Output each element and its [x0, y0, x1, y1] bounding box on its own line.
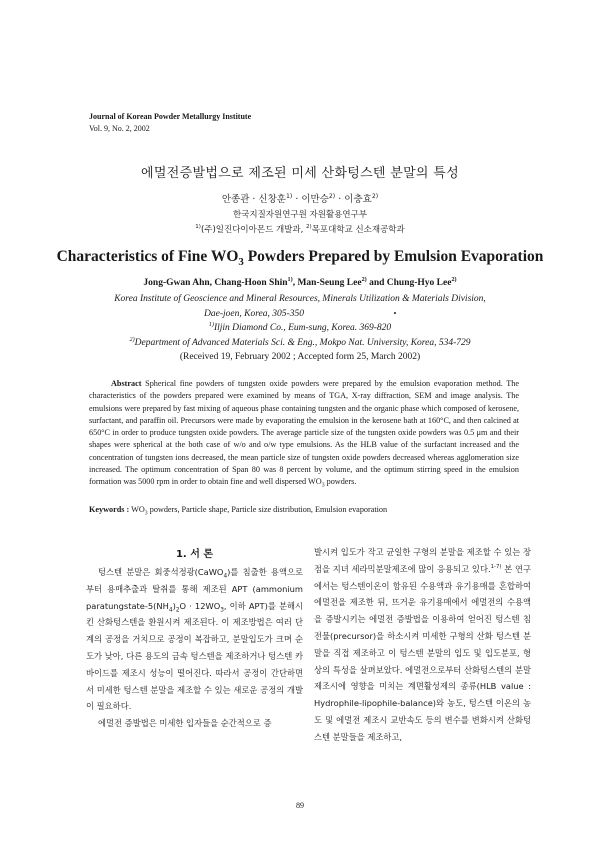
english-authors [0, 278, 600, 288]
body-left-p1-sub-3: 2 [175, 607, 180, 614]
body-column-left [86, 564, 303, 732]
body-left-p1-e: , 이하 APT)를 분해시킨 산화텅스텐을 환원시켜 제조된다. 이 제조방법은 여러 단계의 공정을 거치므로 공정이 복잡하고, 분말입도가 크며 순도가 낮아, 다른 용도의 금속 텅스텐을 제조하거나 텅스텐 카바이드를 제조시 성능이 떨어진다. 따라서 공정이 간단하면서 미세한 텅스텐 분말을 제조할 수 있는 새로운 공정의 개발이 필요하다. [86, 600, 303, 712]
english-authors-sup-1: 1) [287, 276, 293, 283]
korean-affil-secondary [0, 223, 600, 238]
keywords-text-1: WO [129, 505, 145, 514]
english-affil-line-3: Iljin Diamond Co., Eum-sung, Korea. 369-820 [213, 323, 392, 333]
korean-affiliations [0, 208, 600, 238]
korean-affil-2: 목포대학교 신소재공학과 [311, 225, 405, 235]
journal-name: Journal of Korean Powder Metallurgy Institute [89, 112, 252, 121]
english-authors-a: Jong-Gwan Ahn, Chang-Hoon Shin [143, 278, 288, 288]
english-title [0, 248, 600, 269]
body-left-p1-d: O · 12WO [179, 600, 221, 611]
keywords-label: Keywords : [89, 505, 130, 514]
korean-affil-main: 한국지질자원연구원 자원활용연구부 [232, 210, 368, 220]
korean-author-sup-3: 2) [371, 192, 379, 200]
abstract-text-end: powders. [324, 477, 357, 487]
body-left-paragraph-1 [86, 564, 303, 715]
body-right-p1-a: 발시켜 입도가 작고 균일한 구형의 분말을 제조할 수 있는 장점을 지녀 세라믹분말제조에 많이 응용되고 있다. [314, 547, 531, 574]
body-right-p1-sup: 1-7) [490, 564, 502, 571]
english-title-pre: Characteristics of Fine WO [56, 248, 239, 265]
english-affiliations [0, 292, 600, 365]
body-right-p1-b: 본 연구에서는 텅스텐이온이 함유된 수용액과 유기용매를 혼합하여 에멀전을 제조한 뒤, 뜨거운 유기용매에서 에멀전의 수용액을 증발시키는 에멀전 증발법을 이용하여 얻어진 텅스텐 침전물(precursor)을 하소시켜 미세한 구형의 산화 텅스텐 분말을 직접 제조하고 이 텅스텐 분말의 입도 및 입도분포, 형상의 특성을 살펴보았다. 에멀전으로부터 산화텅스텐의 분말 제조시에 영향을 미치는 계면활성제의 종류(HLB value : Hydrophile-lipophile-balance)와 농도, 텅스텐 이온의 농도 및 에멀전 제조시 교반속도 등의 변수를 변화시켜 산화텅스텐 분말들을 제조하고, [314, 563, 531, 742]
korean-authors [0, 191, 600, 205]
abstract-label: Abstract [111, 379, 142, 388]
page-number: 89 [296, 801, 304, 810]
english-affil-line-3-wrap [0, 321, 600, 336]
english-authors-b: , Man-Seung Lee [292, 278, 362, 288]
journal-header [89, 111, 251, 135]
english-title-sub: 3 [238, 256, 244, 269]
korean-affil-sup-2: 2) [306, 224, 312, 231]
section-heading-introduction: 1. 서 론 [175, 549, 214, 560]
keywords [89, 504, 519, 516]
english-affil-sup-2: 2) [129, 336, 135, 343]
english-affil-line-4-wrap [0, 336, 600, 351]
english-affil-line-2-wrap [0, 307, 600, 322]
body-left-paragraph-2: 에멀전 증발법은 미세한 입자들을 순간적으로 증 [98, 718, 272, 729]
korean-title: 에멀전증발법으로 제조된 미세 산화텅스텐 분말의 특성 [141, 166, 459, 181]
english-affil-line-4: Department of Advanced Materials Sci. & Eng., Mokpo Nat. University, Korea, 534-729 [134, 337, 471, 348]
body-column-right [314, 544, 531, 746]
stray-dot [394, 312, 396, 314]
keywords-sub: 3 [144, 510, 148, 517]
english-authors-sup-3: 2) [451, 276, 457, 283]
body-left-p1-sub-2: 4 [168, 607, 173, 614]
english-title-post: Powders Prepared by Emulsion Evaporation [243, 248, 544, 265]
korean-affil-1: (주)일진다이아몬드 개발과, [200, 225, 307, 235]
body-left-p1-a: 텅스텐 분말은 회중석정광(CaWO [98, 567, 224, 577]
english-authors-sup-2: 2) [361, 276, 367, 283]
journal-volume: Vol. 9, No. 2, 2002 [89, 124, 150, 133]
korean-author-2: · 이만승 [292, 194, 329, 205]
korean-author-sup-1: 1) [285, 192, 293, 200]
english-authors-c: and Chung-Hyo Lee [366, 278, 452, 288]
abstract [89, 378, 519, 489]
korean-affil-sup-1: 1) [195, 224, 201, 231]
english-affil-sup-1: 1) [208, 321, 214, 328]
english-affil-line-1: Korea Institute of Geoscience and Mineral Resources, Minerals Utilization & Materials Division, [114, 294, 486, 304]
abstract-text: Spherical fine powders of tungsten oxide powders were prepared by the emulsion evaporation method. The characteristics of the powders prepared were examined by means of TGA, X-ray diffraction, SEM and image analysis. The emulsions were prepared by fast mixing of aqueous phase containing tungsten and the organic phase which composed of kerosene, surfactant, and paraffin oil. Precursors were made by evaporating the emulsion in the kerosene bath at 160°C, and then calcined at 650°C in order to produce tungsten oxide powders. The average particle size of the tungsten oxide powders was 0.5 μm and their shapes were spherical at the both case of w/o and o/w type emulsions. As the HLB value of the surfactant increased and the concentration of tungsten ions decreased, the mean particle size of tungsten oxide powders decreased whereas agglomeration size increased. The optimum concentration of Span 80 was 8 percent by volume, and the optimum stirring speed in the emulsion formation was 5000 rpm in order to obtain fine and well dispersed WO [89, 379, 519, 487]
korean-author-sup-2: 2) [328, 192, 336, 200]
body-right-paragraph-1 [314, 544, 531, 746]
abstract-sub: 3 [321, 483, 325, 490]
keywords-text-2: powders, Particle shape, Particle size distribution, Emulsion evaporation [147, 505, 388, 514]
english-affil-line-2: Dae-joen, Korea, 305-350 [204, 308, 304, 319]
body-left-p1-sub-1: 4 [223, 573, 228, 580]
korean-author-1: 안종관 · 신창훈 [221, 194, 286, 205]
body-left-p1-c: ) [172, 600, 176, 611]
received-dates: (Received 19, February 2002 ; Accepted form 25, March 2002) [179, 352, 421, 362]
body-left-p1-sub-4: 3 [220, 607, 224, 614]
body-left-p1-b: )를 침출한 용액으로부터 용매추출과 탈취를 통해 제조된 APT (ammonium paratungstate-5(NH [86, 567, 303, 611]
korean-author-3: · 이충효 [335, 194, 372, 205]
